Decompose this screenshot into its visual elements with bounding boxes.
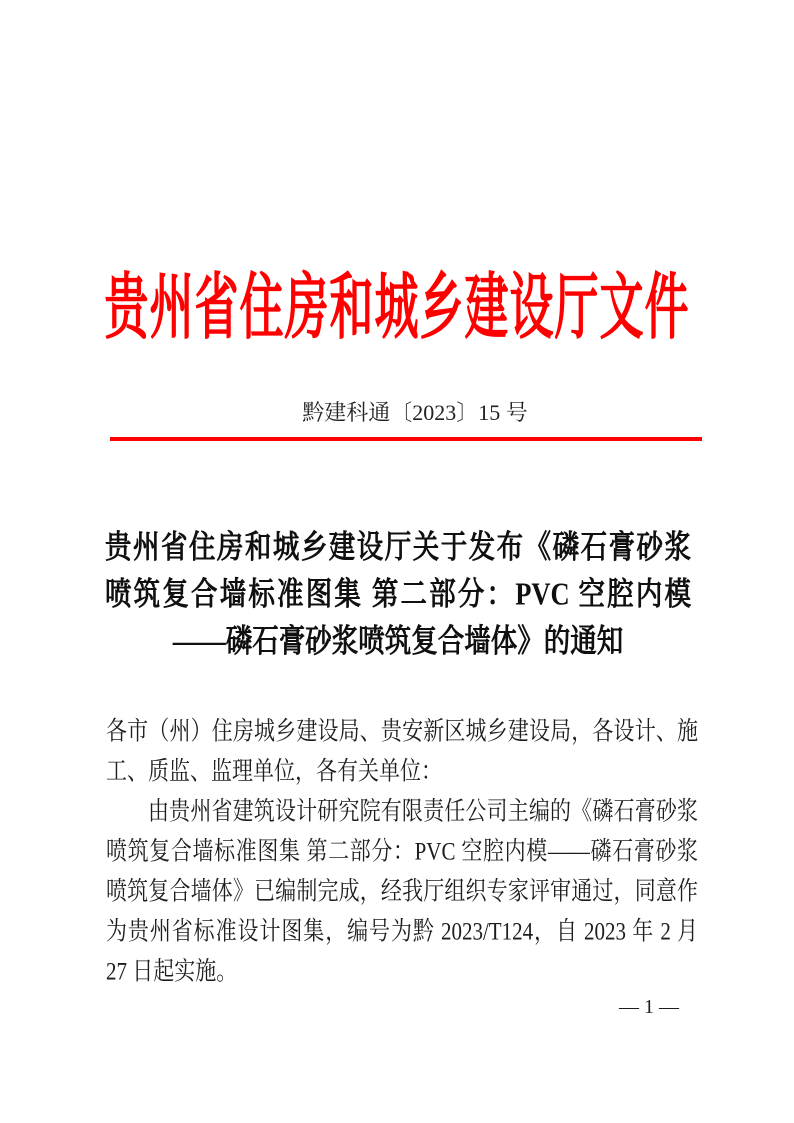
body-line: 27 日起实施。 [106, 956, 238, 986]
document-title [105, 524, 691, 665]
red-header-banner [0, 252, 794, 350]
department-title-text: 贵州省住房和城乡建设厅文件 [104, 268, 690, 349]
body-line: 喷筑复合墙标准图集 第二部分：PVC 空腔内模——磷石膏砂浆 [106, 836, 698, 866]
page-number: — 1 — [619, 996, 679, 1018]
body-line: 喷筑复合墙体》已编制完成，经我厅组织专家评审通过，同意作 [106, 876, 698, 906]
title-line-1: 贵州省住房和城乡建设厅关于发布《磷石膏砂浆 [105, 528, 691, 565]
body-line: 工、质监、监理单位，各有关单位： [106, 756, 442, 786]
red-divider-line [110, 437, 702, 441]
body-paragraphs [106, 711, 698, 991]
title-line-3: ——磷石膏砂浆喷筑复合墙体》的通知 [172, 622, 624, 659]
doc-reference-number: 黔建科通〔2023〕15 号 [302, 400, 528, 425]
body-line: 由贵州省建筑设计研究院有限责任公司主编的《磷石膏砂浆 [148, 796, 698, 826]
title-line-2: 喷筑复合墙标准图集 第二部分：PVC 空腔内模 [105, 575, 691, 612]
body-line: 各市（州）住房城乡建设局、贵安新区城乡建设局，各设计、施 [106, 716, 698, 746]
body-line: 为贵州省标准设计图集，编号为黔 2023/T124，自 2023 年 2 月 [106, 916, 698, 946]
